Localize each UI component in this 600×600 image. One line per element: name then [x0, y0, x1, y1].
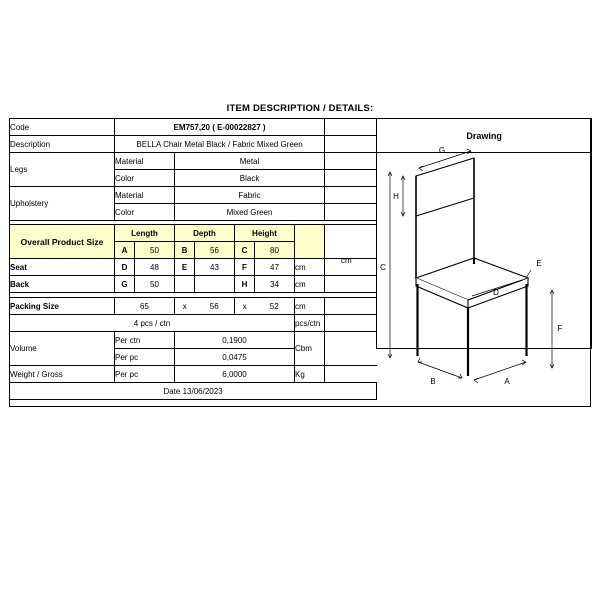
chair-drawing [376, 118, 591, 407]
row1-depth-value: 43 [195, 259, 235, 276]
legs-label: Legs [10, 153, 115, 187]
label-C: C [380, 263, 386, 272]
packing-length: 65 [115, 298, 175, 315]
seat-label: Seat [10, 259, 115, 276]
page-title: ITEM DESCRIPTION / DETAILS: [226, 103, 374, 114]
pcs-per-ctn-unit: pcs/ctn [295, 315, 325, 332]
pcs-per-ctn-value: 4 pcs / ctn [10, 315, 295, 332]
row0-length-value: 50 [135, 242, 175, 259]
legs-color-label: Color [115, 170, 175, 187]
volume-label: Volume [10, 332, 115, 366]
upholstery-material-label: Material [115, 187, 175, 204]
drawing-header: Drawing [377, 119, 592, 153]
legs-material-label: Material [115, 153, 175, 170]
label-A: A [504, 377, 510, 386]
row2-length-code: G [115, 276, 135, 293]
row0-unit: cm [341, 256, 352, 265]
row1-length-value: 48 [135, 259, 175, 276]
weight-label: Weight / Gross [10, 366, 115, 383]
row1-depth-code: E [175, 259, 195, 276]
row1-length-code: D [115, 259, 135, 276]
code-value: EM757,20 ( E-00022827 ) [115, 119, 325, 136]
upholstery-label: Upholstery [10, 187, 115, 221]
description-label: Description [10, 136, 115, 153]
packing-height: 52 [255, 298, 295, 315]
label-H: H [393, 192, 399, 201]
volume-per-ctn-value: 0,1900 [175, 332, 295, 349]
weight-per-pc-label: Per pc [115, 366, 175, 383]
weight-value: 6,0000 [175, 366, 295, 383]
row2-height-code: H [235, 276, 255, 293]
packing-depth: 56 [195, 298, 235, 315]
packing-unit: cm [295, 298, 325, 315]
legs-color-value: Black [175, 170, 325, 187]
label-D: D [493, 288, 499, 297]
row0-depth-value: 56 [195, 242, 235, 259]
row0-depth-code: B [175, 242, 195, 259]
row2-height-value: 34 [255, 276, 295, 293]
row0-height-value: 80 [255, 242, 295, 259]
code-label: Code [10, 119, 115, 136]
row1-height-code: F [235, 259, 255, 276]
back-label: Back [10, 276, 115, 293]
label-B: B [430, 377, 436, 386]
weight-unit: Kg [295, 366, 325, 383]
row0-length-code: A [115, 242, 135, 259]
label-G: G [438, 146, 446, 155]
upholstery-color-label: Color [115, 204, 175, 221]
row2-unit: cm [295, 276, 325, 293]
row1-height-value: 47 [255, 259, 295, 276]
height-header: Height [235, 225, 295, 242]
depth-header: Depth [175, 225, 235, 242]
packing-x2: x [235, 298, 255, 315]
volume-per-ctn-label: Per ctn [115, 332, 175, 349]
upholstery-material-value: Fabric [175, 187, 325, 204]
date-label: Date 13/06/2023 [10, 383, 377, 400]
upholstery-color-value: Mixed Green [175, 204, 325, 221]
legs-material-value: Metal [175, 153, 325, 170]
volume-unit: Cbm [295, 332, 325, 366]
packing-size-label: Packing Size [10, 298, 115, 315]
row0-height-code: C [235, 242, 255, 259]
volume-per-pc-label: Per pc [115, 349, 175, 366]
overall-size-label: Overall Product Size [10, 225, 115, 259]
chair-drawing-svg [376, 118, 591, 407]
volume-per-pc-value: 0,0475 [175, 349, 295, 366]
description-value: BELLA Chair Metal Black / Fabric Mixed Green [115, 136, 325, 153]
row1-unit: cm [295, 259, 325, 276]
length-header: Length [115, 225, 175, 242]
packing-x1: x [175, 298, 195, 315]
row2-length-value: 50 [135, 276, 175, 293]
label-F: F [557, 324, 563, 333]
label-E: E [536, 259, 542, 268]
